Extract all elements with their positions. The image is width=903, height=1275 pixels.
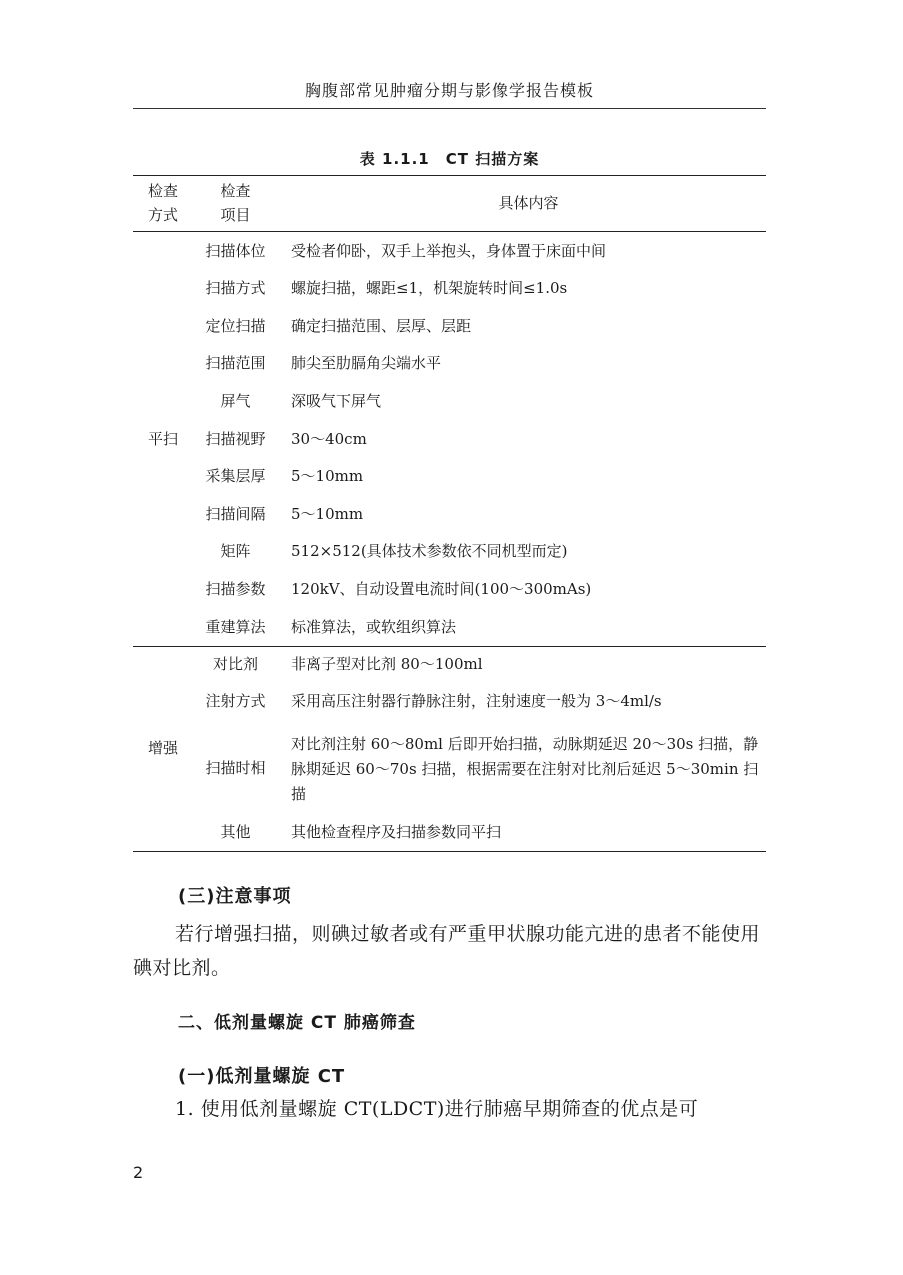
table-row-item: 注射方式 — [205, 692, 266, 710]
paragraph-start: 1. 使用低剂量螺旋 CT(LDCT)进行肺癌早期筛查的优点是可 — [175, 1098, 699, 1120]
group-label-plain: 平扫 — [147, 430, 178, 448]
precautions-text: 若行增强扫描，则碘过敏者或有严重甲状腺功能亢进的患者不能使用碘对比剂。 — [133, 923, 761, 979]
page-number: 2 — [133, 1163, 144, 1182]
table-row-content: 120kV、自动设置电流时间(100～300mAs) — [291, 580, 592, 598]
table-row-content: 5～10mm — [291, 467, 364, 485]
table-bottom-rule — [133, 851, 766, 852]
precautions-heading: (三)注意事项 — [178, 886, 292, 907]
col-header-content: 具体内容 — [498, 194, 559, 212]
table-row-item: 扫描间隔 — [205, 505, 266, 523]
col-header-item-1: 检查 — [220, 182, 251, 200]
table-caption: 表 1.1.1 CT 扫描方案 — [359, 150, 540, 168]
table-row-item: 扫描范围 — [205, 354, 266, 372]
table-row-item: 采集层厚 — [205, 467, 266, 485]
table-row-item: 矩阵 — [220, 542, 251, 560]
table-row-content: 512×512(具体技术参数依不同机型而定) — [291, 542, 568, 560]
col-header-method-2: 方式 — [147, 206, 178, 224]
table-group-divider — [133, 646, 766, 647]
table-row-content: 非离子型对比剂 80～100ml — [291, 655, 483, 673]
table-row-content: 采用高压注射器行静脉注射，注射速度一般为 3～4ml/s — [291, 692, 662, 710]
col-header-method-1: 检查 — [147, 182, 178, 200]
table-row-item: 扫描方式 — [205, 279, 266, 297]
table-row-content: 对比剂注射 60～80ml 后即开始扫描，动脉期延迟 20～30s 扫描，静脉期延迟 60～70s 扫描，根据需要在注射对比剂后延迟 5～30min 扫描 — [291, 735, 759, 803]
table-row-item: 对比剂 — [212, 655, 258, 673]
group-label-enhanced: 增强 — [147, 739, 178, 757]
running-header: 胸腹部常见肿瘤分期与影像学报告模板 — [304, 81, 594, 100]
table-row-content: 螺旋扫描，螺距≤1，机架旋转时间≤1.0s — [291, 279, 568, 297]
table-row-item: 重建算法 — [205, 618, 266, 636]
table-row-content: 肺尖至肋膈角尖端水平 — [291, 354, 442, 372]
table-row-item: 扫描视野 — [205, 430, 266, 448]
sub-heading: (一)低剂量螺旋 CT — [178, 1066, 346, 1087]
table-row-content: 30～40cm — [291, 430, 367, 448]
table-row-content: 深吸气下屏气 — [291, 392, 382, 410]
table-header-rule — [133, 231, 766, 232]
table-row-item: 屏气 — [220, 392, 251, 410]
table-row-content: 其他检查程序及扫描参数同平扫 — [291, 823, 502, 841]
table-row-item: 扫描时相 — [205, 759, 266, 777]
col-header-item-2: 项目 — [220, 206, 251, 224]
table-row-content: 受检者仰卧，双手上举抱头，身体置于床面中间 — [291, 242, 607, 260]
table-row-item: 定位扫描 — [205, 317, 266, 335]
chapter-heading: 二、低剂量螺旋 CT 肺癌筛查 — [178, 1013, 416, 1033]
table-row-item: 扫描参数 — [205, 580, 266, 598]
table-row-item: 其他 — [220, 823, 251, 841]
table-row-content: 5～10mm — [291, 505, 364, 523]
table-top-rule — [133, 175, 766, 176]
header-rule — [133, 108, 766, 109]
table-row-content: 标准算法，或软组织算法 — [291, 618, 457, 636]
table-row-item: 扫描体位 — [205, 242, 266, 260]
table-row-content: 确定扫描范围、层厚、层距 — [291, 317, 472, 335]
